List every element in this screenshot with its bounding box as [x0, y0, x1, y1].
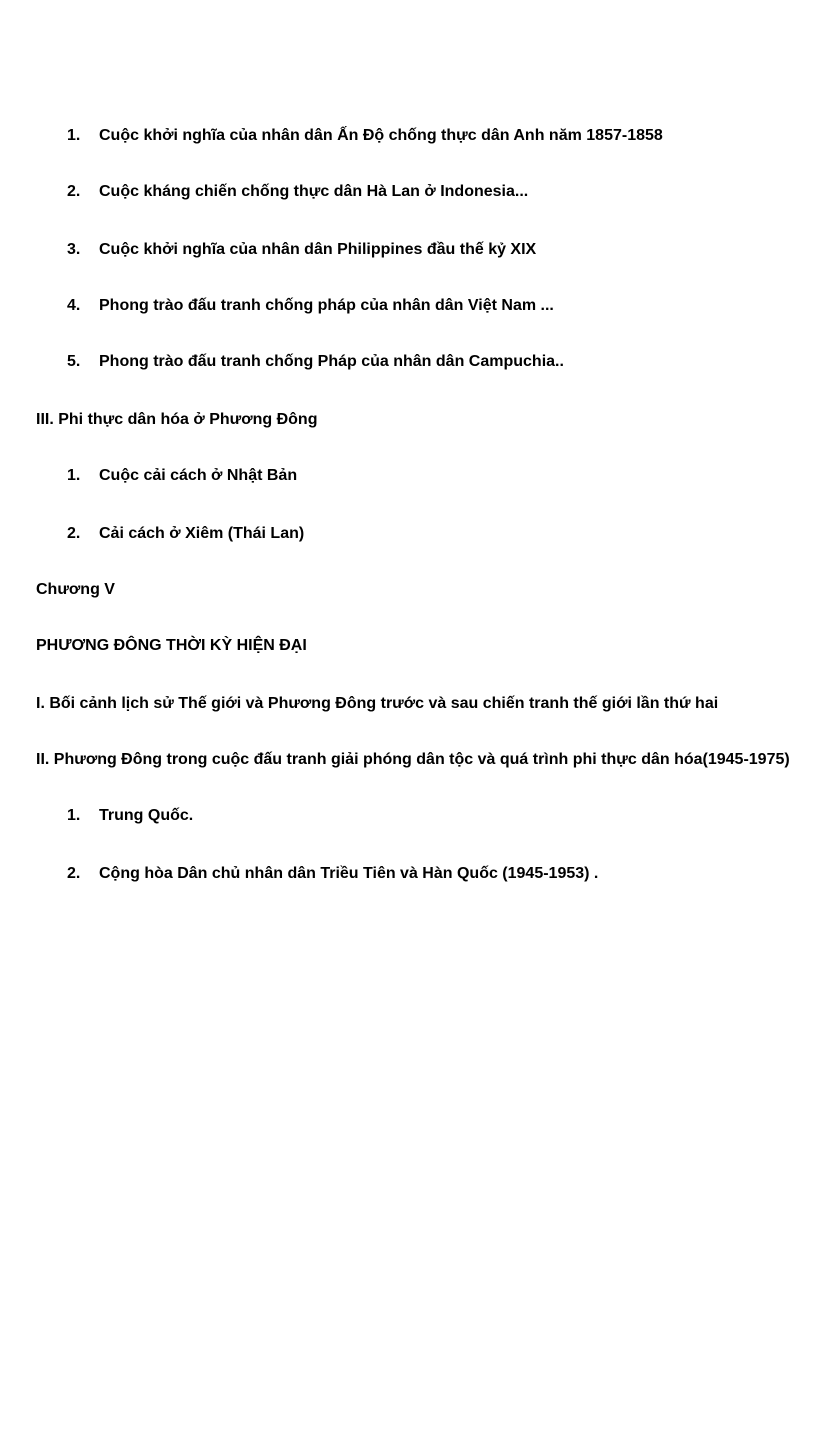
list-item-number: 1. — [67, 127, 81, 144]
list-item-number: 4. — [67, 297, 81, 314]
list-item-number: 2. — [67, 183, 81, 200]
list-item-text: Cải cách ở Xiêm (Thái Lan) — [99, 525, 305, 542]
list-item-text: Cộng hòa Dân chủ nhân dân Triều Tiên và Hàn Quốc (1945-1953) . — [99, 865, 599, 882]
list-item-number: 2. — [67, 865, 81, 882]
list-item-number: 1. — [67, 807, 81, 824]
list-item-text: Cuộc kháng chiến chống thực dân Hà Lan ở Indonesia... — [99, 183, 529, 200]
list-item-text: Cuộc khởi nghĩa của nhân dân Ấn Độ chống thực dân Anh năm 1857-1858 — [99, 127, 663, 144]
list-item-text: Phong trào đấu tranh chống Pháp của nhân dân Campuchia.. — [99, 353, 564, 370]
section-heading-text: I. Bối cảnh lịch sử Thế giới và Phương Đông trước và sau chiến tranh thế giới lần thứ hai — [36, 695, 719, 712]
list-item-number: 2. — [67, 525, 81, 542]
section-heading-text: III. Phi thực dân hóa ở Phương Đông — [36, 411, 318, 428]
list-item-text: Cuộc khởi nghĩa của nhân dân Philippines đầu thế kỷ XIX — [99, 241, 537, 258]
section-heading-text: II. Phương Đông trong cuộc đấu tranh giải phóng dân tộc và quá trình phi thực dân hóa(1945-1975) — [36, 751, 790, 768]
list-item-text: Cuộc cải cách ở Nhật Bản — [99, 467, 298, 484]
list-item-text: Phong trào đấu tranh chống pháp của nhân dân Việt Nam ... — [99, 297, 554, 314]
list-item-number: 5. — [67, 353, 81, 370]
chapter-title-text: PHƯƠNG ĐÔNG THỜI KỲ HIỆN ĐẠI — [36, 637, 307, 654]
list-item-number: 1. — [67, 467, 81, 484]
chapter-heading-text: Chương V — [36, 581, 115, 598]
list-item-text: Trung Quốc. — [99, 807, 194, 824]
list-item-number: 3. — [67, 241, 81, 258]
